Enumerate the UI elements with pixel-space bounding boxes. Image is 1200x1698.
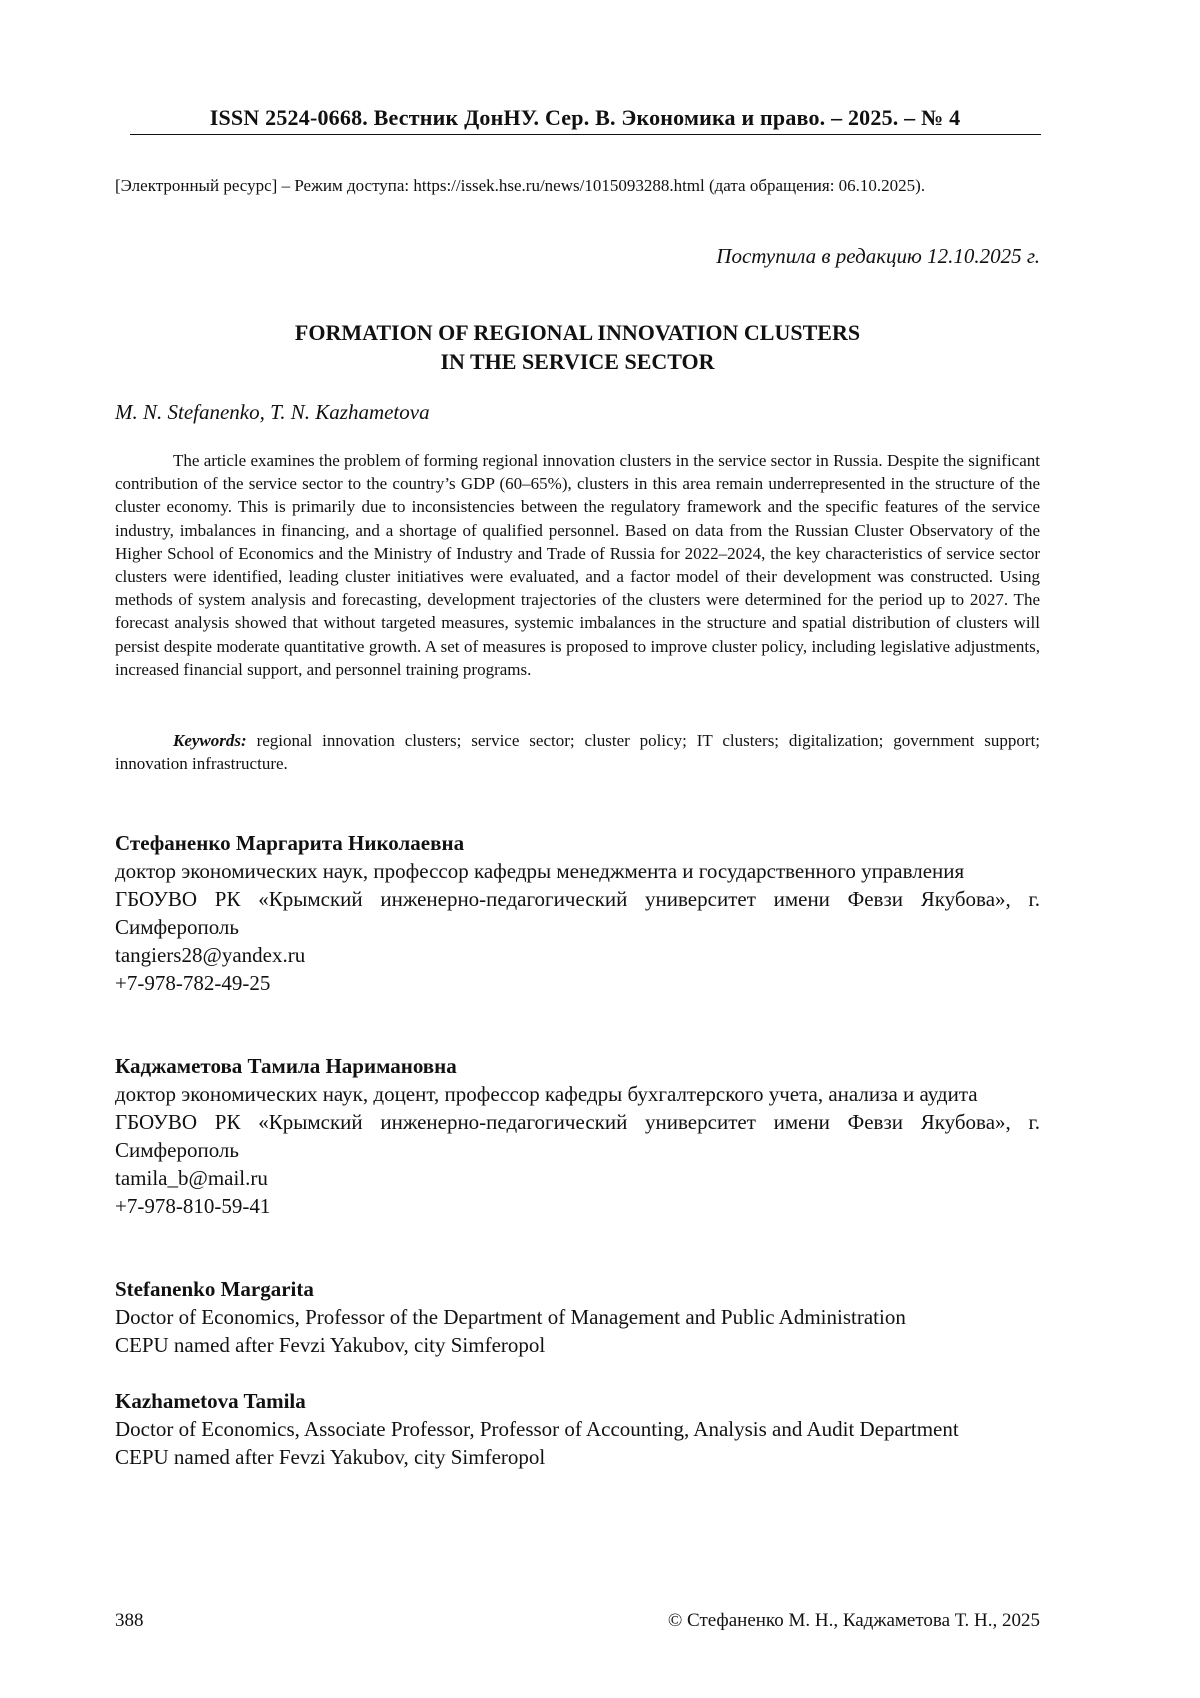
author-position-en: Doctor of Economics, Professor of the Department of Management and Public Administration bbox=[115, 1305, 906, 1329]
keywords bbox=[115, 729, 1040, 775]
author-name-en: Kazhametova Tamila bbox=[115, 1389, 306, 1413]
author-position: доктор экономических наук, профессор кафедры менеджмента и государственного управления bbox=[115, 859, 965, 883]
abstract: The article examines the problem of forming regional innovation clusters in the service sector in Russia. Despite the significant contribution of the service sector to the country’s GDP (60–65%), clusters in this area remain underrepresented in the structure of the cluster economy. This is primarily due to inconsistencies between the regulatory framework and the specific features of the service industry, imbalances in financing, and a shortage of qualified personnel. Based on data from the Russian Cluster Observatory of the Higher School of Economics and the Ministry of Industry and Trade of Russia for 2022–2024, the key characteristics of service sector clusters were identified, leading cluster initiatives were evaluated, and a factor model of their development was constructed. Using methods of system analysis and forecasting, development trajectories of the clusters were determined for the period up to 2027. The forecast analysis showed that without targeted measures, systemic imbalances in the structure and spatial distribution of clusters will persist despite moderate quantitative growth. A set of measures is proposed to improve cluster policy, including legislative adjustments, increased financial support, and personnel training programs. bbox=[115, 451, 1040, 679]
author-email[interactable]: tangiers28@yandex.ru bbox=[115, 943, 306, 967]
author-affiliation: ГБОУВО РК «Крымский инженерно-педагогический университет имени Февзи Якубова», г. Симферополь bbox=[115, 1110, 1040, 1162]
copyright: © Стефаненко М. Н., Каджаметова Т. Н., 2025 bbox=[667, 1610, 1040, 1631]
article-title bbox=[115, 318, 1040, 376]
received-date: Поступила в редакцию 12.10.2025 г. bbox=[716, 244, 1040, 268]
author-info-block-en bbox=[115, 1275, 1040, 1359]
author-affiliation-en: CEPU named after Fevzi Yakubov, city Simferopol bbox=[115, 1445, 546, 1469]
author-affiliation: ГБОУВО РК «Крымский инженерно-педагогический университет имени Февзи Якубова», г. Симферополь bbox=[115, 887, 1040, 939]
author-email[interactable]: tamila_b@mail.ru bbox=[115, 1166, 268, 1190]
author-info-block bbox=[115, 1052, 1040, 1220]
author-position: доктор экономических наук, доцент, профессор кафедры бухгалтерского учета, анализа и аудита bbox=[115, 1082, 978, 1106]
keywords-label: Keywords: bbox=[173, 731, 247, 750]
author-name: Каджаметова Тамила Наримановна bbox=[115, 1054, 457, 1078]
header-rule bbox=[130, 134, 1041, 135]
author-info-block-en bbox=[115, 1387, 1040, 1471]
author-phone: +7-978-810-59-41 bbox=[115, 1194, 271, 1218]
page-number: 388 bbox=[115, 1610, 144, 1631]
author-position-en: Doctor of Economics, Associate Professor, Professor of Accounting, Analysis and Audit Department bbox=[115, 1417, 959, 1441]
article-authors: M. N. Stefanenko, T. N. Kazhametova bbox=[115, 400, 430, 424]
running-header: ISSN 2524-0668. Вестник ДонНУ. Сер. В. Экономика и право. – 2025. – № 4 bbox=[209, 105, 961, 130]
keywords-text: regional innovation clusters; service sector; cluster policy; IT clusters; digitalization; government support; innovation infrastructure. bbox=[115, 731, 1041, 774]
title-line-2: IN THE SERVICE SECTOR bbox=[440, 349, 715, 374]
author-name-en: Stefanenko Margarita bbox=[115, 1277, 314, 1301]
author-phone: +7-978-782-49-25 bbox=[115, 971, 271, 995]
author-info-block bbox=[115, 829, 1040, 997]
author-affiliation-en: CEPU named after Fevzi Yakubov, city Simferopol bbox=[115, 1333, 546, 1357]
title-line-1: FORMATION OF REGIONAL INNOVATION CLUSTERS bbox=[294, 320, 861, 345]
author-name: Стефаненко Маргарита Николаевна bbox=[115, 831, 465, 855]
reference-tail: [Электронный ресурс] – Режим доступа: https://issek.hse.ru/news/1015093288.html (дата обращения: 06.10.2025). bbox=[115, 176, 926, 195]
